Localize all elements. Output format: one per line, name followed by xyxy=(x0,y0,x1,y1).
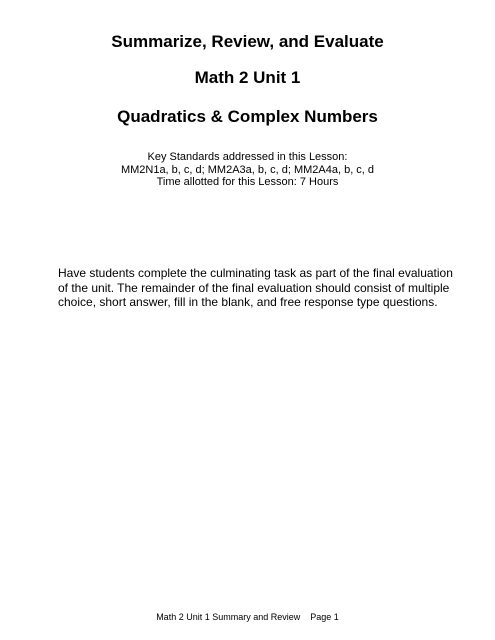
unit-heading: Math 2 Unit 1 xyxy=(194,68,301,87)
standards-list: MM2N1a, b, c, d; MM2A3a, b, c, d; MM2A4a, b, c, d xyxy=(120,163,375,176)
instructions-paragraph: Have students complete the culminating task as part of the final evaluation of the unit. The remainder of the final evaluation should consist of multiple choice, short answer, fill in the blank, and free response type questions. xyxy=(58,266,453,309)
standards-block xyxy=(0,151,495,189)
footer-page-number: Page 1 xyxy=(310,612,339,622)
topic-heading: Quadratics & Complex Numbers xyxy=(117,107,378,126)
page-footer xyxy=(0,612,495,623)
time-allotted: Time allotted for this Lesson: 7 Hours xyxy=(156,176,339,188)
footer-doc-name: Math 2 Unit 1 Summary and Review xyxy=(156,612,301,622)
standards-label: Key Standards addressed in this Lesson: xyxy=(147,151,348,163)
page-title: Summarize, Review, and Evaluate xyxy=(111,32,384,51)
